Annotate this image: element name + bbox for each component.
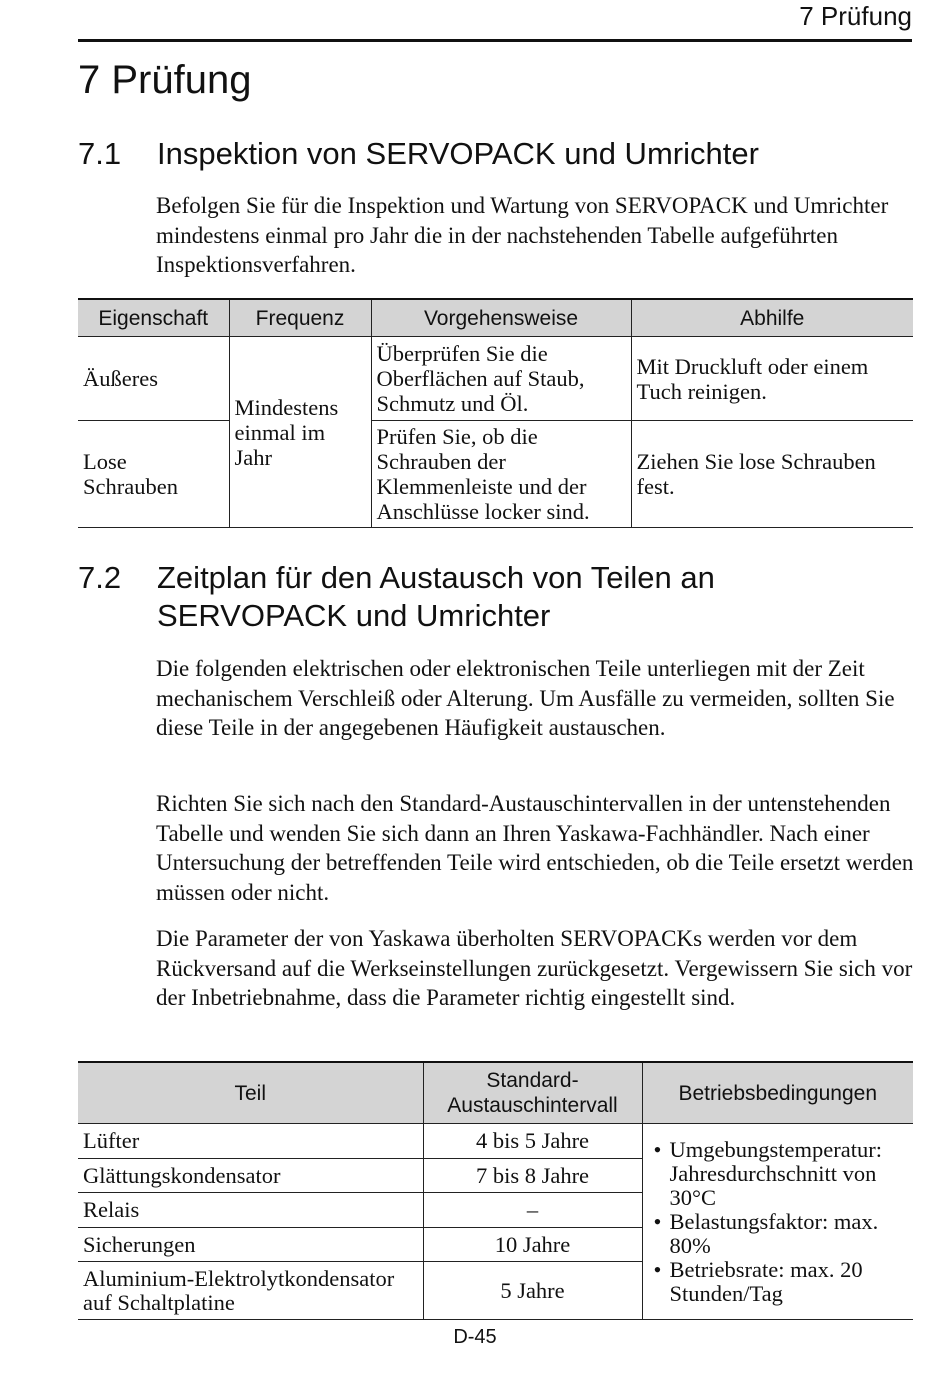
section-number: 7.1 [78, 136, 122, 171]
section-title-line2: SERVOPACK und Umrichter [157, 598, 551, 633]
table-cell-remedy: Mit Druckluft oder einem Tuch reinigen. [631, 337, 913, 421]
section-7-2-paragraph-3 [156, 924, 916, 1013]
replacement-schedule-table [78, 1061, 913, 1320]
table-row [78, 1124, 913, 1159]
section-title: Inspektion von SERVOPACK und Umrichter [157, 136, 759, 171]
paragraph: Die Parameter der von Yaskawa überholten SERVOPACKs werden vor dem Rückversand auf die Werkseinstellungen zurückgesetzt. Vergewissern Sie sich vor der Inbetriebnahme, dass die Parameter richtig eingestellt sind. [156, 926, 913, 1010]
table-cell-interval: 10 Jahre [423, 1228, 642, 1262]
section-title-line1: Zeitplan für den Austausch von Teilen an [157, 560, 715, 595]
table-cell-procedure: Überprüfen Sie die Oberflächen auf Staub, Schmutz und Öl. [371, 337, 631, 421]
table-cell-procedure: Prüfen Sie, ob die Schrauben der Klemmenleiste und der Anschlüsse locker sind. [371, 421, 631, 528]
column-header: Frequenz [229, 299, 371, 337]
column-header: Abhilfe [631, 299, 913, 337]
list-item: • Belastungsfaktor: max. 80% [648, 1210, 909, 1258]
paragraph: Richten Sie sich nach den Standard-Austauschintervallen in der untenstehenden Tabelle und wenden Sie sich dann an Ihren Yaskawa-Fachhändler. Nach einer Untersuchung der betreffenden Teile wird entschieden, ob die Teile ersetzt werden müssen oder nicht. [156, 791, 914, 905]
column-header: Betriebsbedingungen [642, 1062, 913, 1124]
page-number: D-45 [453, 1326, 497, 1348]
column-header: Vorgehensweise [371, 299, 631, 337]
section-number: 7.2 [78, 560, 122, 595]
list-item: • Umgebungstemperatur: Jahresdurchschnitt von 30°C [648, 1138, 909, 1210]
table-cell-conditions [642, 1124, 913, 1320]
section-7-1-intro [156, 191, 916, 280]
section-7-1-heading [78, 135, 759, 173]
paragraph: Die folgenden elektrischen oder elektronischen Teile unterliegen mit der Zeit mechanischem Verschleiß oder Alterung. Um Ausfälle zu vermeiden, sollten Sie diese Teile in der angegebenen Häufigkeit austauschen. [156, 656, 895, 740]
chapter-title: 7 Prüfung [78, 58, 252, 102]
table-header-row [78, 1062, 913, 1124]
column-header: Standard- Austauschintervall [423, 1062, 642, 1124]
column-header: Eigenschaft [78, 299, 229, 337]
table-cell-interval: 5 Jahre [423, 1262, 642, 1320]
table-cell-part: Aluminium-Elektrolytkondensator auf Schaltplatine [78, 1262, 423, 1320]
table-cell-item: Äußeres [78, 337, 229, 421]
table-cell-remedy: Ziehen Sie lose Schrauben fest. [631, 421, 913, 528]
paragraph: Befolgen Sie für die Inspektion und Wartung von SERVOPACK und Umrichter mindestens einmal pro Jahr die in der nachstehenden Tabelle aufgeführten Inspektionsverfahren. [156, 193, 889, 277]
table-cell-interval: 7 bis 8 Jahre [423, 1159, 642, 1193]
table-row [78, 337, 913, 421]
table-row [78, 421, 913, 528]
conditions-list [648, 1138, 909, 1306]
inspection-table [78, 298, 913, 528]
header-rule [78, 39, 912, 42]
table-cell-interval: 4 bis 5 Jahre [423, 1124, 642, 1159]
table-cell-interval: – [423, 1193, 642, 1228]
list-item: • Betriebsrate: max. 20 Stunden/Tag [648, 1258, 909, 1306]
table-cell-part: Relais [78, 1193, 423, 1228]
table-cell-part: Glättungskondensator [78, 1159, 423, 1193]
table-cell-item: Lose Schrauben [78, 421, 229, 528]
section-7-2-paragraph-2 [156, 789, 916, 907]
table-header-row [78, 299, 913, 337]
section-7-2-paragraph-1 [156, 654, 916, 743]
table-cell-part: Sicherungen [78, 1228, 423, 1262]
column-header: Teil [78, 1062, 423, 1124]
running-header: 7 Prüfung [799, 1, 912, 31]
section-7-2-heading [78, 559, 715, 635]
table-cell-part: Lüfter [78, 1124, 423, 1159]
table-cell-frequency: Mindestens einmal im Jahr [229, 337, 371, 528]
